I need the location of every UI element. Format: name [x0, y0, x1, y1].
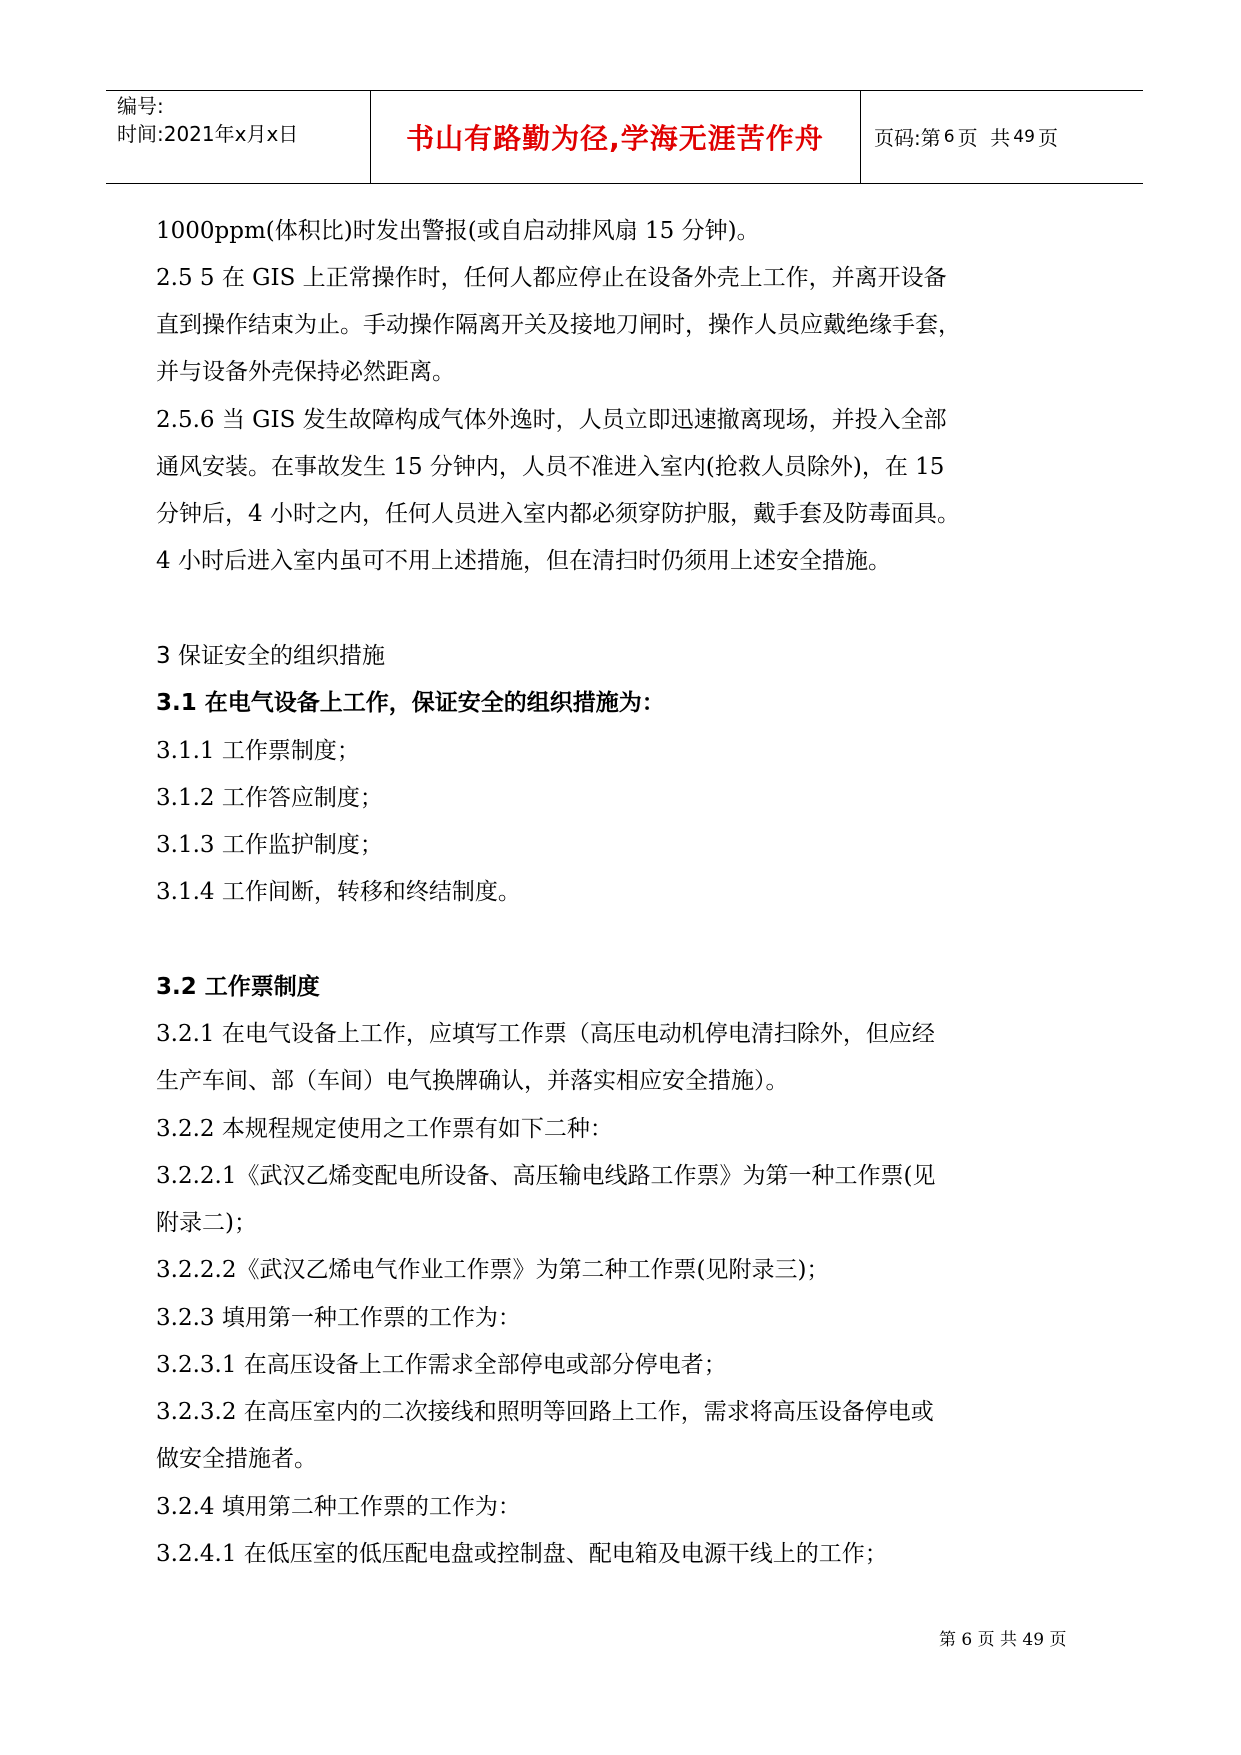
- section-heading-3: 3 保证安全的组织措施: [156, 643, 385, 669]
- body-line: 1000ppm(体积比)时发出警报(或自启动排风扇 15 分钟)。: [156, 218, 760, 244]
- list-item: 3.1.1 工作票制度；: [156, 738, 360, 764]
- body-line: 2.5.6 当 GIS 发生故障构成气体外逸时，人员立即迅速撤离现场，并投入全部: [156, 407, 947, 433]
- footer-page-number: 第 6 页 共 49 页: [939, 1630, 1067, 1650]
- time-label: 时间:2021年x月x日: [117, 122, 299, 146]
- body-line: 3.2.4 填用第二种工作票的工作为：: [156, 1494, 521, 1520]
- body-line: 3.2.3.2 在高压室内的二次接线和照明等回路上工作，需求将高压设备停电或: [156, 1399, 934, 1425]
- body-line: 3.2.1 在电气设备上工作，应填写工作票（高压电动机停电清扫除外，但应经: [156, 1021, 935, 1047]
- body-line: 生产车间、部（车间）电气换牌确认，并落实相应安全措施）。: [156, 1068, 789, 1094]
- body-line: 做安全措施者。: [156, 1446, 317, 1472]
- body-line: 3.2.4.1 在低压室的低压配电盘或控制盘、配电箱及电源干线上的工作；: [156, 1541, 888, 1567]
- body-line: 分钟后，4 小时之内，任何人员进入室内都必须穿防护服，戴手套及防毒面具。: [156, 501, 960, 527]
- header-motto: 书山有路勤为径,学海无涯苦作舟: [406, 121, 824, 155]
- page-current: 6: [943, 126, 955, 147]
- header-page-number: [874, 90, 1058, 183]
- page-mid: 页 共: [957, 126, 1011, 150]
- body-line: 直到操作结束为止。手动操作隔离开关及接地刀闸时，操作人员应戴绝缘手套，: [156, 312, 961, 338]
- body-line: 3.2.2.1《武汉乙烯变配电所设备、高压输电线路工作票》为第一种工作票(见: [156, 1163, 936, 1189]
- header-meta: [117, 92, 298, 148]
- page-suffix: 页: [1037, 126, 1058, 150]
- page-prefix: 页码:第: [874, 126, 941, 150]
- header-divider-right: [860, 90, 861, 183]
- body-line: 4 小时后进入室内虽可不用上述措施，但在清扫时仍须用上述安全措施。: [156, 548, 891, 574]
- page-total: 49: [1013, 126, 1035, 147]
- section-heading-3-2: 3.2 工作票制度: [156, 974, 320, 1000]
- header-bottom-rule: [106, 183, 1143, 184]
- section-heading-3-1: 3.1 在电气设备上工作，保证安全的组织措施为：: [156, 690, 665, 716]
- serial-label: 编号:: [117, 94, 164, 118]
- body-line: 3.2.3.1 在高压设备上工作需求全部停电或部分停电者；: [156, 1352, 727, 1378]
- body-line: 并与设备外壳保持必然距离。: [156, 359, 455, 385]
- body-line: 3.2.2 本规程规定使用之工作票有如下二种：: [156, 1116, 613, 1142]
- body-line: 3.2.2.2《武汉乙烯电气作业工作票》为第二种工作票(见附录三)；: [156, 1257, 830, 1283]
- body-line: 2.5 5 在 GIS 上正常操作时，任何人都应停止在设备外壳上工作，并离开设备: [156, 265, 947, 291]
- list-item: 3.1.4 工作间断，转移和终结制度。: [156, 879, 521, 905]
- body-line: 附录二)；: [156, 1210, 257, 1236]
- body-line: 3.2.3 填用第一种工作票的工作为：: [156, 1305, 521, 1331]
- body-line: 通风安装。在事故发生 15 分钟内，人员不准进入室内(抢救人员除外)，在 15: [156, 454, 945, 480]
- list-item: 3.1.3 工作监护制度；: [156, 832, 383, 858]
- list-item: 3.1.2 工作答应制度；: [156, 785, 383, 811]
